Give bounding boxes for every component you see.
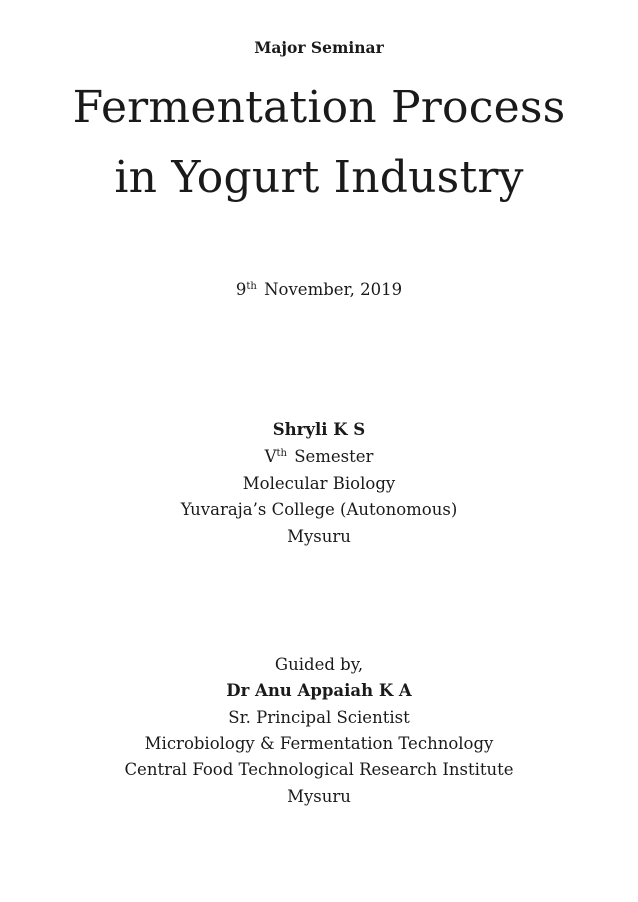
- guide-position: Sr. Principal Scientist: [228, 708, 410, 727]
- title-line-2: in Yogurt Industry: [114, 152, 524, 203]
- date-day-suffix: th: [246, 281, 257, 292]
- seminar-label: Major Seminar: [254, 38, 384, 57]
- student-college: Yuvaraja’s College (Autonomous): [180, 500, 458, 519]
- guide-name: Dr Anu Appaiah K A: [226, 681, 412, 700]
- date-day: 9: [235, 280, 247, 299]
- student-department: Molecular Biology: [242, 474, 396, 493]
- semester-suffix: th: [276, 448, 287, 459]
- guided-by-label: Guided by,: [274, 655, 364, 674]
- student-name: Shryli K S: [272, 420, 366, 439]
- semester-roman: V: [264, 447, 277, 466]
- student-city: Mysuru: [287, 527, 351, 546]
- guide-city: Mysuru: [287, 787, 351, 806]
- date-month-year: November, 2019: [264, 280, 403, 299]
- guide-department: Microbiology & Fermentation Technology: [144, 734, 494, 753]
- guide-institute: Central Food Technological Research Institute: [124, 760, 514, 779]
- title-line-1: Fermentation Process: [72, 82, 566, 133]
- semester-word: Semester: [294, 447, 374, 466]
- presentation-date: [0, 280, 638, 299]
- student-semester: [0, 447, 638, 466]
